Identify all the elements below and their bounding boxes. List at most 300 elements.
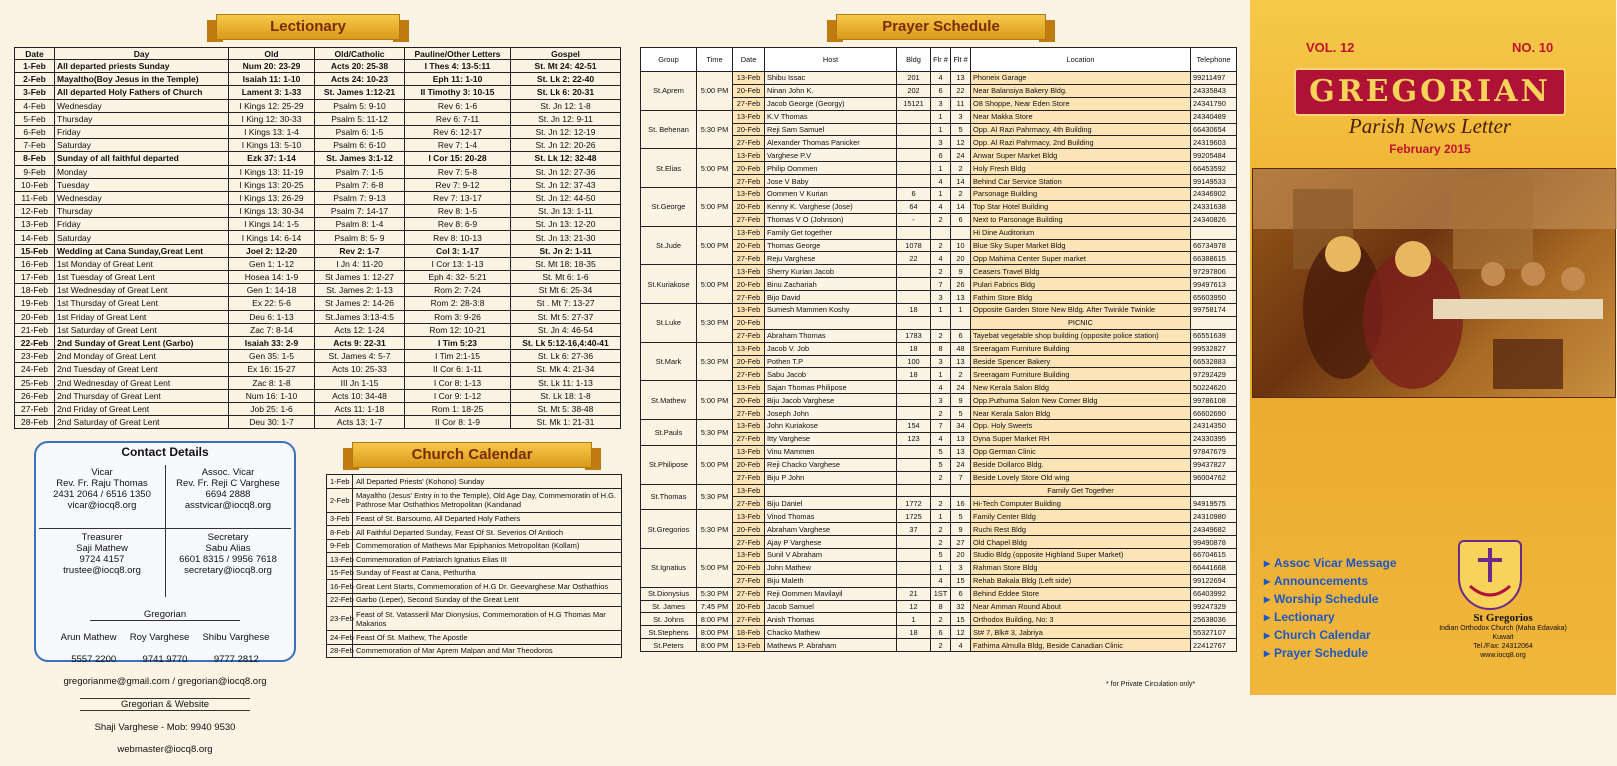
prayer-header-cell: Host [765, 48, 897, 72]
prayer-telephone: 66734978 [1191, 239, 1237, 252]
table-row [15, 60, 621, 73]
vicar-email[interactable]: vicar@iocq8.org [67, 500, 137, 511]
lectionary-cell: St. Jn 2: 1-11 [511, 244, 621, 257]
arrow-right-icon: ▸ [1264, 628, 1271, 642]
lectionary-cell: Rev 8: 10-13 [405, 231, 511, 244]
prayer-flat: 5 [951, 123, 971, 136]
prayer-group: St.Stephens [641, 626, 697, 639]
lectionary-cell: All departed Holy Fathers of Church [55, 86, 229, 99]
lectionary-cell: Rev 7: 5-8 [405, 165, 511, 178]
prayer-flat: 13 [951, 355, 971, 368]
prayer-host: Sajan Thomas Philipose [765, 381, 897, 394]
prayer-header-cell: Group [641, 48, 697, 72]
lectionary-cell: St. Mt 6: 1-6 [511, 271, 621, 284]
prayer-host: Jacob George (Georgy) [765, 97, 897, 110]
prayer-date: 27-Feb [733, 432, 765, 445]
prayer-date: 20-Feb [733, 316, 765, 329]
lectionary-cell: 22-Feb [15, 336, 55, 349]
prayer-building [897, 265, 931, 278]
prayer-location: Pulari Fabrics Bldg [971, 278, 1191, 291]
table-row [15, 125, 621, 138]
lectionary-cell: Isaiah 11: 1-10 [229, 73, 315, 86]
lectionary-cell: 3-Feb [15, 86, 55, 99]
prayer-location: Beside Spencer Bakery [971, 355, 1191, 368]
arrow-right-icon: ▸ [1264, 574, 1271, 588]
prayer-building: 1078 [897, 239, 931, 252]
prayer-building [897, 136, 931, 149]
prayer-flat: 10 [951, 239, 971, 252]
prayer-time: 5:00 PM [697, 72, 733, 111]
lectionary-cell: 1st Friday of Great Lent [55, 310, 229, 323]
prayer-telephone: 99490878 [1191, 536, 1237, 549]
prayer-location: Hi-Tech Computer Building [971, 497, 1191, 510]
prayer-telephone: 24346902 [1191, 188, 1237, 201]
prayer-floor [931, 226, 951, 239]
calendar-date: 3-Feb [327, 512, 353, 526]
prayer-location: Opposite Garden Store New Bldg. After Twinkle Twinkle [971, 304, 1191, 317]
prayer-host: Binu Zachariah [765, 278, 897, 291]
prayer-floor: 4 [931, 432, 951, 445]
calendar-date: 13-Feb [327, 553, 353, 567]
treasurer-block [39, 532, 165, 576]
prayer-location: Tayebat vegetable shop building (opposite police station) [971, 329, 1191, 342]
prayer-floor: 4 [931, 175, 951, 188]
prayer-floor: 5 [931, 458, 951, 471]
prayer-flat: 4 [951, 639, 971, 652]
lectionary-cell: St. Lk 12: 32-48 [511, 152, 621, 165]
prayer-date: 13-Feb [733, 548, 765, 561]
prayer-location: Fathim Store Bldg [971, 291, 1191, 304]
contents-menu-item[interactable] [1264, 590, 1454, 608]
prayer-floor: 2 [931, 536, 951, 549]
prayer-host: Biju P John [765, 471, 897, 484]
prayer-location: St# 7, Blk# 3, Jabriya [971, 626, 1191, 639]
calendar-row [327, 539, 622, 553]
prayer-building [897, 226, 931, 239]
table-row [641, 548, 1237, 561]
prayer-telephone: 50224620 [1191, 381, 1237, 394]
prayer-date: 13-Feb [733, 381, 765, 394]
prayer-time: 5:00 PM [697, 265, 733, 304]
table-row [15, 350, 621, 363]
lectionary-cell: Isaiah 33: 2-9 [229, 336, 315, 349]
prayer-flat: 9 [951, 523, 971, 536]
prayer-flat [951, 226, 971, 239]
lectionary-cell: 2nd Saturday of Great Lent [55, 416, 229, 429]
prayer-time: 5:00 PM [697, 188, 733, 227]
table-row [15, 257, 621, 270]
lectionary-cell: Ezk 37: 1-14 [229, 152, 315, 165]
church-website[interactable]: www.iocq8.org [1480, 652, 1526, 659]
prayer-group: St.Dionysius [641, 587, 697, 600]
lectionary-cell: 18-Feb [15, 284, 55, 297]
lectionary-cell: 17-Feb [15, 271, 55, 284]
table-row [641, 587, 1237, 600]
prayer-building: 37 [897, 523, 931, 536]
lectionary-cell: I Kings 13: 5-10 [229, 139, 315, 152]
prayer-floor: 1 [931, 123, 951, 136]
prayer-telephone: 24335843 [1191, 84, 1237, 97]
prayer-date: 20-Feb [733, 239, 765, 252]
prayer-floor: 1 [931, 110, 951, 123]
lectionary-cell: Acts 12: 1-24 [315, 323, 405, 336]
calendar-event: Feast of St. Barsoumo, All Departed Holy Fathers [353, 512, 622, 526]
prayer-host [765, 484, 897, 497]
assoc-name: Rev. Fr. Reji C Varghese [176, 478, 280, 489]
lectionary-cell: St. Jn 12: 20-26 [511, 139, 621, 152]
lectionary-cell: III Jn 1-15 [315, 376, 405, 389]
prayer-telephone: 66403992 [1191, 587, 1237, 600]
prayer-date: 13-Feb [733, 342, 765, 355]
prayer-group: St.Aprem [641, 72, 697, 111]
prayer-telephone: 94919575 [1191, 497, 1237, 510]
prayer-flat: 2 [951, 368, 971, 381]
prayer-telephone: 24330395 [1191, 432, 1237, 445]
lectionary-header-cell: Pauline/Other Letters [405, 48, 511, 60]
prayer-floor: 4 [931, 200, 951, 213]
prayer-telephone: 24340489 [1191, 110, 1237, 123]
lectionary-cell: 25-Feb [15, 376, 55, 389]
prayer-time: 5:00 PM [697, 149, 733, 188]
prayer-header-row [641, 48, 1237, 72]
table-row [15, 416, 621, 429]
prayer-host: Kenny K. Varghese (Jose) [765, 200, 897, 213]
arrow-right-icon: ▸ [1264, 592, 1271, 606]
calendar-event: Commemoration of Mar Aprem Malpan and Mar Theodoros [353, 644, 622, 658]
prayer-group: St.Kuriakose [641, 265, 697, 304]
lectionary-cell: Psalm 5: 9-10 [315, 99, 405, 112]
lectionary-cell: I Tim 2:1-15 [405, 350, 511, 363]
prayer-host: John Mathew [765, 561, 897, 574]
lectionary-cell: St. Lk 11: 1-13 [511, 376, 621, 389]
calendar-row [327, 631, 622, 645]
prayer-group: St.Elias [641, 149, 697, 188]
prayer-host: Biju Jacob Varghese [765, 394, 897, 407]
lectionary-cell: 1st Tuesday of Great Lent [55, 271, 229, 284]
prayer-building [897, 381, 931, 394]
secretary-phone: 6601 8315 / 9956 7618 [179, 554, 277, 565]
lectionary-cell: Psalm 6: 6-10 [315, 139, 405, 152]
lectionary-cell: 7-Feb [15, 139, 55, 152]
table-row [641, 445, 1237, 458]
lectionary-table [14, 47, 621, 429]
table-row [15, 376, 621, 389]
lectionary-cell: 27-Feb [15, 402, 55, 415]
prayer-location: Rahman Store Bldg [971, 561, 1191, 574]
lectionary-cell: 16-Feb [15, 257, 55, 270]
prayer-building [897, 484, 931, 497]
prayer-flat: 5 [951, 407, 971, 420]
lectionary-cell: St. Mt 24: 42-51 [511, 60, 621, 73]
prayer-schedule-table [640, 47, 1237, 652]
prayer-host: Family Get together [765, 226, 897, 239]
prayer-floor: 2 [931, 265, 951, 278]
lectionary-cell: Gen 1: 14-18 [229, 284, 315, 297]
prayer-building: 18 [897, 304, 931, 317]
calendar-event: Commemoration of Patriarch Ignatius Elias III [353, 553, 622, 567]
prayer-host: Abraham Varghese [765, 523, 897, 536]
lectionary-cell: Saturday [55, 231, 229, 244]
prayer-building [897, 278, 931, 291]
prayer-flat: 13 [951, 432, 971, 445]
lectionary-cell: Sunday of all faithful departed [55, 152, 229, 165]
prayer-host: Chacko Mathew [765, 626, 897, 639]
prayer-telephone: 66532883 [1191, 355, 1237, 368]
prayer-time: 5:00 PM [697, 381, 733, 420]
prayer-floor: 3 [931, 136, 951, 149]
lectionary-cell: Lament 3: 1-33 [229, 86, 315, 99]
prayer-building: 154 [897, 420, 931, 433]
prayer-floor: 5 [931, 445, 951, 458]
lectionary-cell: Num 20: 23-29 [229, 60, 315, 73]
lectionary-cell: Ex 22: 5-6 [229, 297, 315, 310]
prayer-group: St.Ignatius [641, 548, 697, 587]
lectionary-cell: 19-Feb [15, 297, 55, 310]
vicar-name: Rev. Fr. Raju Thomas [56, 478, 148, 489]
prayer-building: 64 [897, 200, 931, 213]
lectionary-cell: Thursday [55, 205, 229, 218]
calendar-row [327, 553, 622, 567]
lectionary-cell: Psalm 7: 14-17 [315, 205, 405, 218]
contents-menu-label: Prayer Schedule [1274, 646, 1369, 660]
lectionary-cell: 2nd Wednesday of Great Lent [55, 376, 229, 389]
lectionary-cell: 13-Feb [15, 218, 55, 231]
calendar-title: Church Calendar [411, 446, 533, 463]
lectionary-cell: St. Lk 6: 20-31 [511, 86, 621, 99]
prayer-location: Phoneix Garage [971, 72, 1191, 85]
prayer-location: Parsonage Building [971, 188, 1191, 201]
prayer-location: Beside Dollarco Bldg. [971, 458, 1191, 471]
prayer-building: 22 [897, 252, 931, 265]
prayer-building: 18 [897, 626, 931, 639]
lectionary-cell: Wednesday [55, 99, 229, 112]
calendar-date: 28-Feb [327, 644, 353, 658]
prayer-date: 13-Feb [733, 72, 765, 85]
prayer-location: Sreeragam Furniture Building [971, 342, 1191, 355]
lectionary-cell: Acts 20: 25-38 [315, 60, 405, 73]
prayer-building [897, 394, 931, 407]
prayer-time: 5:00 PM [697, 445, 733, 484]
assoc-vicar-block [165, 467, 291, 511]
lectionary-cell: St. James 1:12-21 [315, 86, 405, 99]
arrow-right-icon: ▸ [1264, 610, 1271, 624]
contact-grid [39, 465, 291, 597]
lectionary-cell: I Cor 13: 1-13 [405, 257, 511, 270]
lectionary-cell: I Cor 9: 1-12 [405, 389, 511, 402]
calendar-date: 16-Feb [327, 580, 353, 594]
lectionary-cell: Joel 2: 12-20 [229, 244, 315, 257]
gregorian-emails[interactable]: gregorianme@gmail.com / gregorian@iocq8.org [63, 676, 267, 687]
prayer-floor: 3 [931, 394, 951, 407]
prayer-building [897, 123, 931, 136]
prayer-building [897, 149, 931, 162]
prayer-location: Opp. Al Razi Pahrmacy, 4th Building [971, 123, 1191, 136]
issue-number: NO. 10 [1512, 40, 1554, 55]
prayer-telephone: 24349682 [1191, 523, 1237, 536]
contents-menu-label: Lectionary [1274, 610, 1335, 624]
lectionary-cell: Psalm 5: 11-12 [315, 112, 405, 125]
prayer-host: Abraham Thomas [765, 329, 897, 342]
prayer-group: St.Gregorios [641, 510, 697, 549]
lectionary-header-cell: Date [15, 48, 55, 60]
prayer-host: Biju Daniel [765, 497, 897, 510]
prayer-time: 5:30 PM [697, 342, 733, 381]
treasurer-email[interactable]: trustee@iocq8.org [63, 565, 141, 576]
table-row [15, 152, 621, 165]
prayer-telephone: 99211497 [1191, 72, 1237, 85]
lectionary-cell: St. Mt 5: 27-37 [511, 310, 621, 323]
prayer-location: Ruchi Rest Bldg [971, 523, 1191, 536]
issue-month: February 2015 [1389, 142, 1471, 156]
prayer-host: Ajay P Varghese [765, 536, 897, 549]
prayer-telephone: 66602690 [1191, 407, 1237, 420]
prayer-building [897, 445, 931, 458]
table-row [15, 336, 621, 349]
prayer-flat: 15 [951, 574, 971, 587]
prayer-location: Top Star Hotel Building [971, 200, 1191, 213]
lectionary-cell: Psalm 6: 1-5 [315, 125, 405, 138]
prayer-host: Bijo David [765, 291, 897, 304]
prayer-telephone: 97297806 [1191, 265, 1237, 278]
prayer-date: 27-Feb [733, 175, 765, 188]
calendar-row [327, 644, 622, 658]
table-row [641, 484, 1237, 497]
prayer-location: Opp Mahima Center Super market [971, 252, 1191, 265]
prayer-location: Opp German Clinic [971, 445, 1191, 458]
prayer-floor: 2 [931, 523, 951, 536]
prayer-building: 202 [897, 84, 931, 97]
lectionary-cell: Job 25: 1-6 [229, 402, 315, 415]
lectionary-cell: St. Jn 4: 46-54 [511, 323, 621, 336]
calendar-date: 24-Feb [327, 631, 353, 645]
prayer-floor: 6 [931, 149, 951, 162]
lectionary-cell: 14-Feb [15, 231, 55, 244]
prayer-flat: 5 [951, 510, 971, 523]
prayer-date: 13-Feb [733, 265, 765, 278]
lectionary-cell: St. Jn 13: 21-30 [511, 231, 621, 244]
prayer-flat: 2 [951, 188, 971, 201]
prayer-flat [951, 484, 971, 497]
lectionary-cell: St. Jn 12: 12-19 [511, 125, 621, 138]
gregorian-phones: 5557 2200 9741 9770 9777 2812 [71, 654, 259, 665]
prayer-telephone: 97847679 [1191, 445, 1237, 458]
church-name: St Gregorios [1473, 612, 1533, 624]
secretary-email[interactable]: secretary@iocq8.org [184, 565, 272, 576]
prayer-date: 20-Feb [733, 162, 765, 175]
prayer-time: 8:00 PM [697, 626, 733, 639]
cover-panel [1250, 0, 1616, 695]
lectionary-cell: Rom 1: 18-25 [405, 402, 511, 415]
lectionary-cell: 11-Feb [15, 191, 55, 204]
lectionary-cell: 2nd Friday of Great Lent [55, 402, 229, 415]
prayer-host: K.V Thomas [765, 110, 897, 123]
vicar-role: Vicar [91, 467, 113, 478]
prayer-location: Ceasers Travel Bldg [971, 265, 1191, 278]
table-row [15, 271, 621, 284]
table-row [641, 420, 1237, 433]
prayer-group: St.George [641, 188, 697, 227]
vicar-phone: 2431 2064 / 6516 1350 [53, 489, 151, 500]
prayer-host: Oommen V Kurian [765, 188, 897, 201]
contents-menu-item[interactable] [1264, 554, 1454, 572]
prayer-telephone: 97292429 [1191, 368, 1237, 381]
prayer-building: 21 [897, 587, 931, 600]
table-row [641, 110, 1237, 123]
prayer-host: Reji Oommen Mavilayil [765, 587, 897, 600]
lectionary-cell: Acts 13: 1-7 [315, 416, 405, 429]
prayer-location: Behind Eddee Store [971, 587, 1191, 600]
prayer-floor: 2 [931, 613, 951, 626]
lectionary-cell: Psalm 8: 1-4 [315, 218, 405, 231]
table-row [15, 389, 621, 402]
prayer-time: 5:00 PM [697, 226, 733, 265]
prayer-date: 13-Feb [733, 484, 765, 497]
assoc-email[interactable]: asstvicar@iocq8.org [184, 500, 272, 511]
lectionary-cell: I Cor 15: 20-28 [405, 152, 511, 165]
prayer-date: 27-Feb [733, 329, 765, 342]
prayer-floor: 7 [931, 420, 951, 433]
lectionary-cell: St. Jn 12: 9-11 [511, 112, 621, 125]
calendar-row [327, 607, 622, 631]
prayer-host: Jacob V. Job [765, 342, 897, 355]
calendar-date: 8-Feb [327, 526, 353, 540]
lectionary-cell: I Cor 8: 1-13 [405, 376, 511, 389]
lectionary-cell: Eph 11: 1-10 [405, 73, 511, 86]
church-telephone: Tel./Fax: 24312064 [1473, 643, 1533, 650]
prayer-floor: 3 [931, 291, 951, 304]
prayer-host: Sumesh Mammen Koshy [765, 304, 897, 317]
calendar-event: Great Lent Starts, Commemoration of H.G Dr. Geevarghese Mar Osthathios [353, 580, 622, 594]
prayer-floor: 1 [931, 510, 951, 523]
lectionary-cell: Rev 2: 1-7 [315, 244, 405, 257]
prayer-flat: 27 [951, 536, 971, 549]
table-row [15, 191, 621, 204]
prayer-host: Philip Oommen [765, 162, 897, 175]
table-row [641, 510, 1237, 523]
lectionary-cell: Mayaltho(Boy Jesus in the Temple) [55, 73, 229, 86]
lectionary-cell: St. Lk 5:12-16,4:40-41 [511, 336, 621, 349]
prayer-host: John Kuriakose [765, 420, 897, 433]
arrow-right-icon: ▸ [1264, 646, 1271, 660]
prayer-building [897, 536, 931, 549]
prayer-host: Shibu Issac [765, 72, 897, 85]
lectionary-cell: Acts 10: 34-48 [315, 389, 405, 402]
contents-menu-label: Announcements [1274, 574, 1369, 588]
prayer-building: 201 [897, 72, 931, 85]
table-row [15, 218, 621, 231]
prayer-host: Reji Chacko Varghese [765, 458, 897, 471]
prayer-floor: 1 [931, 304, 951, 317]
webmaster-email[interactable]: webmaster@iocq8.org [117, 744, 213, 755]
calendar-event: Sunday of Feast at Cana, Pethurtha [353, 566, 622, 580]
prayer-building [897, 110, 931, 123]
prayer-host: Joseph John [765, 407, 897, 420]
prayer-group: St.Philipose [641, 445, 697, 484]
contents-menu-item[interactable] [1264, 572, 1454, 590]
lectionary-cell: Saturday [55, 139, 229, 152]
lectionary-cell: Deu 6: 1-13 [229, 310, 315, 323]
prayer-flat: 11 [951, 97, 971, 110]
calendar-row [327, 512, 622, 526]
prayer-time: 8:00 PM [697, 613, 733, 626]
lectionary-cell: 4-Feb [15, 99, 55, 112]
prayer-telephone: 99758174 [1191, 304, 1237, 317]
prayer-telephone: 25638036 [1191, 613, 1237, 626]
prayer-host: Vinu Mammen [765, 445, 897, 458]
prayer-location: Blue Sky Super Market Bldg [971, 239, 1191, 252]
table-row [641, 342, 1237, 355]
prayer-telephone: 24340826 [1191, 213, 1237, 226]
